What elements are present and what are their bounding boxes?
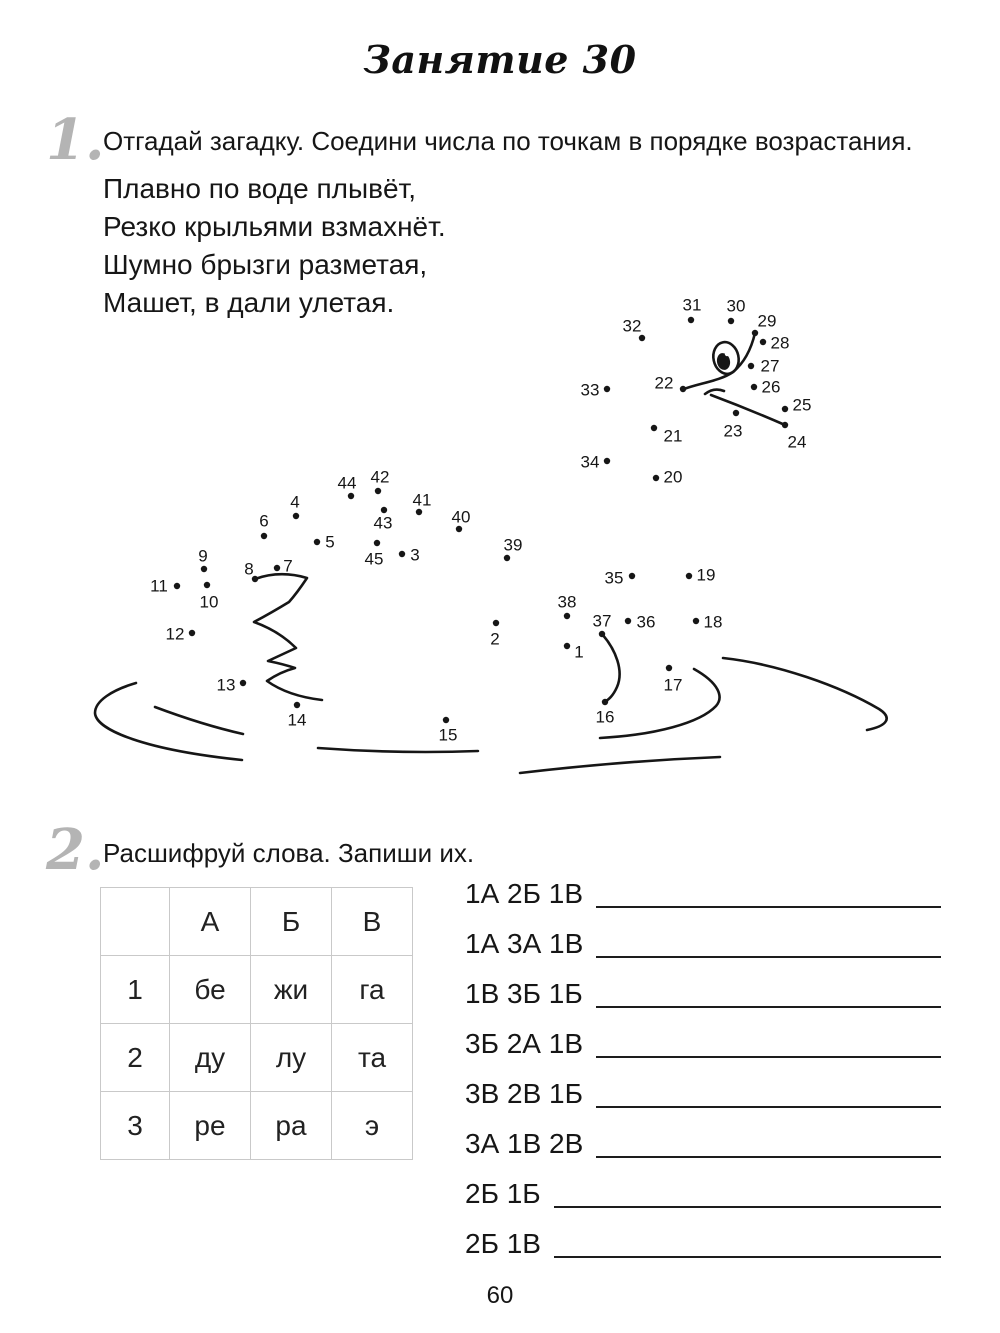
page-title: Занятие 30 (363, 37, 637, 82)
puzzle-dot-label: 34 (580, 452, 600, 472)
page-number: 60 (486, 1282, 514, 1309)
puzzle-dot-label: 27 (760, 356, 780, 376)
puzzle-dot-25[interactable] (782, 406, 788, 412)
puzzle-dot-12[interactable] (189, 630, 195, 636)
puzzle-dot-label: 2 (490, 629, 500, 649)
syllable-cell: ду (170, 1024, 251, 1092)
code-text: 3Б 2А 1В (465, 1028, 584, 1059)
puzzle-dot-label: 5 (325, 532, 335, 552)
puzzle-dot-20[interactable] (653, 475, 659, 481)
answer-blank[interactable] (596, 1156, 941, 1158)
poem-line: Плавно по воде плывёт, (103, 173, 417, 204)
syllable-cell: бе (170, 956, 251, 1024)
puzzle-dot-label: 36 (636, 612, 656, 632)
code-row (465, 858, 941, 908)
puzzle-dot-label: 38 (557, 592, 577, 612)
puzzle-dot-label: 15 (438, 725, 458, 745)
code-text: 1В 3Б 1Б (465, 978, 583, 1009)
figure-stroke (705, 390, 724, 394)
puzzle-dot-22[interactable] (680, 386, 686, 392)
code-word-list (465, 858, 941, 1258)
row-header-1: 1 (101, 956, 170, 1024)
puzzle-dot-16[interactable] (602, 699, 608, 705)
answer-blank[interactable] (596, 1006, 941, 1008)
puzzle-dot-1[interactable] (564, 643, 570, 649)
table-corner-cell (101, 888, 170, 956)
table-row (101, 1092, 413, 1160)
puzzle-dot-label: 10 (199, 592, 219, 612)
puzzle-dot-label: 4 (290, 492, 300, 512)
puzzle-dot-26[interactable] (751, 384, 757, 390)
code-row (465, 1108, 941, 1158)
poem-line: Резко крыльями взмахнёт. (103, 211, 446, 242)
puzzle-dot-label: 7 (283, 556, 293, 576)
code-row (465, 1208, 941, 1258)
puzzle-dot-7[interactable] (274, 565, 280, 571)
puzzle-dot-5[interactable] (314, 539, 320, 545)
figure-stroke (723, 658, 887, 730)
eye-highlight-icon (725, 352, 729, 356)
puzzle-dot-10[interactable] (204, 582, 210, 588)
puzzle-dot-label: 44 (337, 473, 357, 493)
puzzle-dot-43[interactable] (381, 507, 387, 513)
syllable-cell: э (332, 1092, 413, 1160)
answer-blank[interactable] (554, 1206, 941, 1208)
poem-line: Шумно брызги разметая, (103, 249, 428, 280)
puzzle-dot-17[interactable] (666, 665, 672, 671)
puzzle-dot-label: 19 (696, 565, 716, 585)
row-header-3: 3 (101, 1092, 170, 1160)
puzzle-dot-label: 28 (770, 333, 790, 353)
syllable-cell: га (332, 956, 413, 1024)
answer-blank[interactable] (596, 956, 941, 958)
puzzle-dot-33[interactable] (604, 386, 610, 392)
puzzle-dot-label: 32 (622, 316, 642, 336)
syllable-cell: жи (251, 956, 332, 1024)
puzzle-dot-9[interactable] (201, 566, 207, 572)
syllable-cell: ре (170, 1092, 251, 1160)
code-row (465, 1058, 941, 1108)
puzzle-dot-label: 1 (574, 642, 584, 662)
puzzle-dot-label: 6 (259, 511, 269, 531)
puzzle-dot-label: 41 (412, 490, 432, 510)
code-row (465, 908, 941, 958)
column-header-В: В (332, 888, 413, 956)
puzzle-dot-41[interactable] (416, 509, 422, 515)
puzzle-dot-label: 30 (726, 296, 746, 316)
puzzle-dot-19[interactable] (686, 573, 692, 579)
exercise-2-number: 2. (46, 817, 105, 883)
code-text: 1А 3А 1В (465, 928, 584, 959)
puzzle-dot-label: 22 (654, 373, 674, 393)
code-text: 3А 1В 2В (465, 1128, 584, 1159)
puzzle-dot-32[interactable] (639, 335, 645, 341)
answer-blank[interactable] (596, 1106, 941, 1108)
puzzle-dot-label: 31 (682, 295, 702, 315)
puzzle-dot-label: 3 (410, 545, 420, 565)
exercise-1-instruction: Отгадай загадку. Соедини числа по точкам в порядке возрастания. (103, 126, 913, 156)
puzzle-dot-29[interactable] (752, 330, 758, 336)
table-row (101, 956, 413, 1024)
puzzle-dot-3[interactable] (399, 551, 405, 557)
puzzle-dot-18[interactable] (693, 618, 699, 624)
puzzle-dot-42[interactable] (375, 488, 381, 494)
puzzle-dot-2[interactable] (493, 620, 499, 626)
code-text: 2Б 1В (465, 1228, 541, 1259)
puzzle-dot-11[interactable] (174, 583, 180, 589)
puzzle-dot-30[interactable] (728, 318, 734, 324)
puzzle-dot-40[interactable] (456, 526, 462, 532)
puzzle-dot-label: 37 (592, 611, 612, 631)
puzzle-dot-6[interactable] (261, 533, 267, 539)
column-header-Б: Б (251, 888, 332, 956)
column-header-А: А (170, 888, 251, 956)
code-row (465, 1158, 941, 1208)
puzzle-dot-label: 24 (787, 432, 807, 452)
answer-blank[interactable] (596, 1056, 941, 1058)
exercise-1-number: 1. (46, 107, 105, 173)
puzzle-dot-label: 35 (604, 568, 624, 588)
answer-blank[interactable] (554, 1256, 941, 1258)
puzzle-dot-label: 29 (757, 311, 777, 331)
code-text: 1А 2Б 1В (465, 878, 584, 909)
figure-stroke (711, 395, 785, 425)
puzzle-dot-label: 11 (150, 576, 168, 596)
code-row (465, 958, 941, 1008)
figure-stroke (155, 707, 243, 734)
puzzle-dot-label: 13 (216, 675, 236, 695)
puzzle-dot-label: 39 (503, 535, 523, 555)
puzzle-dot-label: 9 (198, 546, 208, 566)
puzzle-dot-label: 16 (595, 707, 615, 727)
puzzle-dot-label: 17 (663, 675, 683, 695)
puzzle-dot-45[interactable] (374, 540, 380, 546)
puzzle-dot-28[interactable] (760, 339, 766, 345)
syllable-cell: лу (251, 1024, 332, 1092)
puzzle-dot-label: 18 (703, 612, 723, 632)
syllable-cell: та (332, 1024, 413, 1092)
figure-stroke (602, 634, 620, 702)
puzzle-dot-label: 43 (373, 513, 393, 533)
puzzle-dot-36[interactable] (625, 618, 631, 624)
puzzle-dot-15[interactable] (443, 717, 449, 723)
puzzle-dot-label: 26 (761, 377, 781, 397)
puzzle-dot-label: 45 (364, 549, 384, 569)
code-text: 2Б 1Б (465, 1178, 541, 1209)
puzzle-dot-label: 23 (723, 421, 743, 441)
puzzle-dot-31[interactable] (688, 317, 694, 323)
puzzle-dot-label: 12 (165, 624, 185, 644)
puzzle-dot-21[interactable] (651, 425, 657, 431)
puzzle-dot-44[interactable] (348, 493, 354, 499)
figure-stroke (520, 757, 720, 773)
puzzle-dot-38[interactable] (564, 613, 570, 619)
puzzle-dot-label: 25 (792, 395, 812, 415)
puzzle-dot-13[interactable] (240, 680, 246, 686)
puzzle-dot-14[interactable] (294, 702, 300, 708)
figure-stroke (318, 748, 478, 752)
puzzle-dot-39[interactable] (504, 555, 510, 561)
puzzle-dot-label: 33 (580, 380, 600, 400)
puzzle-dot-24[interactable] (782, 422, 788, 428)
puzzle-dot-label: 40 (451, 507, 471, 527)
puzzle-dot-label: 42 (370, 467, 390, 487)
puzzle-dot-label: 20 (663, 467, 683, 487)
puzzle-dot-label: 8 (244, 559, 254, 579)
puzzle-dot-35[interactable] (629, 573, 635, 579)
poem-line: Машет, в дали улетая. (103, 287, 395, 318)
table-row (101, 1024, 413, 1092)
row-header-2: 2 (101, 1024, 170, 1092)
exercise-2-instruction: Расшифруй слова. Запиши их. (103, 838, 475, 868)
puzzle-dot-27[interactable] (748, 363, 754, 369)
code-row (465, 1008, 941, 1058)
puzzle-dot-4[interactable] (293, 513, 299, 519)
syllable-cell: ра (251, 1092, 332, 1160)
figure-stroke (254, 574, 322, 700)
cipher-table (100, 887, 413, 1160)
code-text: 3В 2В 1Б (465, 1078, 584, 1109)
puzzle-dot-label: 21 (663, 426, 683, 446)
puzzle-dot-label: 14 (287, 710, 307, 730)
puzzle-dot-37[interactable] (599, 631, 605, 637)
puzzle-dot-34[interactable] (604, 458, 610, 464)
answer-blank[interactable] (596, 906, 941, 908)
figure-stroke (95, 683, 242, 760)
puzzle-dot-23[interactable] (733, 410, 739, 416)
